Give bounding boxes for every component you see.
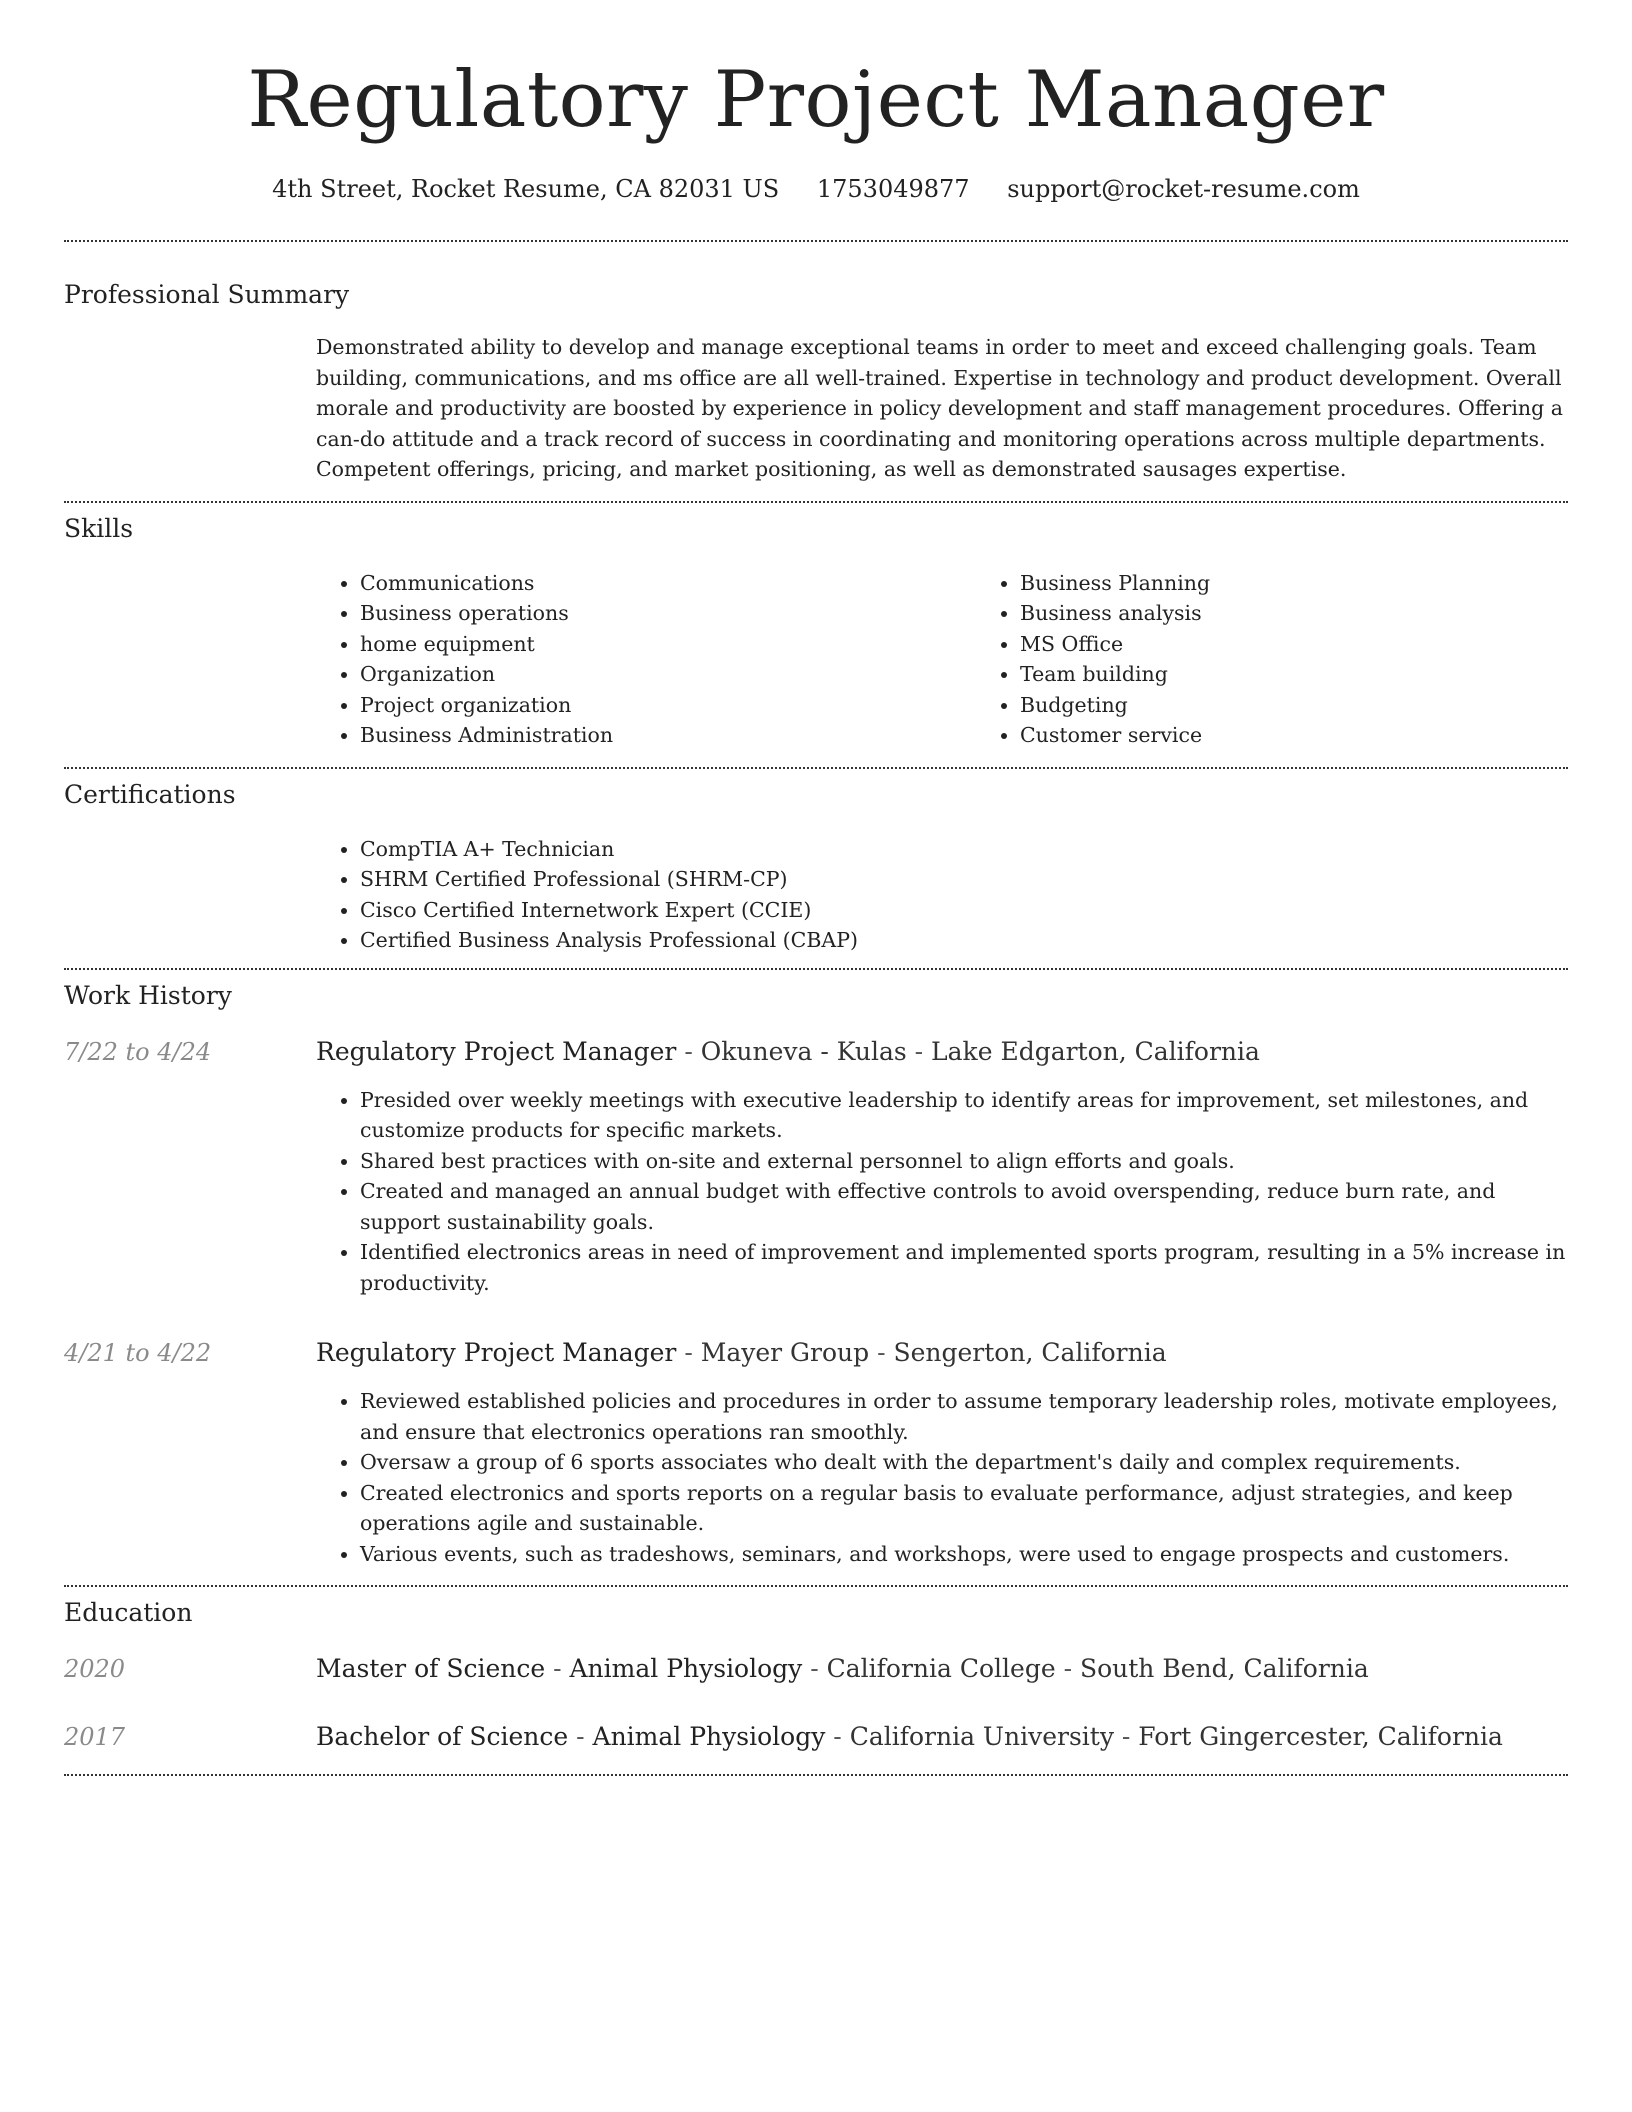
skills-list-left	[316, 568, 976, 751]
skill-item: • Business Planning	[1020, 568, 1632, 599]
education-location: Fort Gingercester, California	[1138, 1722, 1503, 1751]
certification-item: • Cisco Certified Internetwork Expert (CCIE)	[360, 895, 1568, 926]
contact-address: 4th Street, Rocket Resume, CA 82031 US	[272, 175, 780, 203]
education-field: Animal Physiology	[592, 1722, 826, 1751]
education-year: 2020	[64, 1655, 126, 1683]
skill-item: • Budgeting	[1020, 690, 1632, 721]
job-title	[316, 1037, 1260, 1067]
skill-item: • Business Administration	[360, 720, 976, 751]
job-bullet: • Identified electronics areas in need of improvement and implemented sports program, resulting in a 5% increase in productivity.	[360, 1237, 1568, 1298]
separator: -	[869, 1338, 894, 1367]
contact-phone: 1753049877	[816, 175, 970, 203]
separator: -	[906, 1036, 932, 1066]
job-bullets	[316, 1085, 1568, 1299]
skill-item: • home equipment	[360, 629, 976, 660]
education-degree: Master of Science	[316, 1654, 546, 1683]
job-entry	[64, 1338, 1568, 1569]
contact-line	[64, 174, 1568, 204]
job-bullet: • Created electronics and sports reports on a regular basis to evaluate performance, adjust strategies, and keep operations agile and sustainable.	[360, 1478, 1568, 1539]
skill-item: • Communications	[360, 568, 976, 599]
certification-item: • CompTIA A+ Technician	[360, 834, 1568, 865]
skill-item: • Business analysis	[1020, 598, 1632, 629]
skill-item: • Team building	[1020, 659, 1632, 690]
separator: -	[1055, 1654, 1080, 1683]
education-entry	[64, 1722, 1568, 1752]
skill-item: • MS Office	[1020, 629, 1632, 660]
summary-text: Demonstrated ability to develop and manage exceptional teams in order to meet and exceed challenging goals. Team building, communications, and ms office are all well-trained. Expertise in technology and product development. Overall morale and productivity are boosted by experience in policy development and staff management procedures. Offering a can-do attitude and a track record of success in coordinating and monitoring operations across multiple departments. Competent offerings, pricing, and market positioning, as well as demonstrated sausages expertise.	[316, 335, 1563, 481]
separator: -	[676, 1036, 701, 1066]
section-title-work: Work History	[64, 980, 232, 1010]
job-bullet: • Created and managed an annual budget with effective controls to avoid overspending, reduce burn rate, and support sustainability goals.	[360, 1176, 1568, 1237]
education-degree: Bachelor of Science	[316, 1722, 569, 1751]
skills-section	[64, 503, 1568, 751]
work-section	[64, 970, 1568, 1570]
certification-item: • SHRM Certified Professional (SHRM-CP)	[360, 864, 1568, 895]
job-role: Regulatory Project Manager	[316, 1036, 677, 1066]
job-bullet: • Various events, such as tradeshows, seminars, and workshops, were used to engage prospects and customers.	[360, 1539, 1568, 1570]
certifications-list	[316, 834, 1568, 956]
education-year: 2017	[64, 1723, 126, 1751]
section-title-certifications: Certifications	[64, 779, 236, 809]
job-dates: 4/21 to 4/22	[64, 1339, 212, 1367]
education-entry	[64, 1654, 1568, 1684]
separator: -	[545, 1654, 570, 1683]
job-bullet: • Oversaw a group of 6 sports associates who dealt with the department's daily and complex requirements.	[360, 1447, 1568, 1478]
job-location: Lake Edgarton, California	[931, 1036, 1260, 1066]
job-location: Sengerton, California	[893, 1338, 1167, 1367]
skill-item: • Project organization	[360, 690, 976, 721]
job-title	[316, 1338, 1167, 1368]
skill-item: • Business operations	[360, 598, 976, 629]
summary-section	[64, 242, 1568, 485]
resume-name: Regulatory Project Manager	[247, 55, 1385, 145]
skills-list-right	[976, 568, 1632, 751]
separator: -	[802, 1654, 827, 1683]
skill-item: • Organization	[360, 659, 976, 690]
education-location: South Bend, California	[1079, 1654, 1369, 1683]
job-company: Okuneva - Kulas	[700, 1036, 907, 1066]
separator: -	[568, 1722, 593, 1751]
section-title-education: Education	[64, 1598, 193, 1627]
section-title-summary: Professional Summary	[64, 280, 350, 309]
education-school: California College	[826, 1654, 1056, 1683]
job-bullet: • Shared best practices with on-site and external personnel to align efforts and goals.	[360, 1146, 1568, 1177]
certification-item: • Certified Business Analysis Professional (CBAP)	[360, 925, 1568, 956]
separator: -	[1113, 1722, 1139, 1751]
job-role: Regulatory Project Manager	[316, 1338, 677, 1367]
separator: -	[676, 1338, 701, 1367]
job-bullet: • Reviewed established policies and procedures in order to assume temporary leadership roles, motivate employees, and ensure that electronics operations ran smoothly.	[360, 1386, 1568, 1447]
education-title	[316, 1722, 1503, 1752]
section-title-skills: Skills	[64, 513, 134, 543]
separator: -	[825, 1722, 850, 1751]
education-school: California University	[849, 1722, 1114, 1751]
job-bullets	[316, 1386, 1568, 1569]
contact-email: support@rocket-resume.com	[1007, 175, 1360, 203]
divider	[64, 1774, 1568, 1776]
education-section	[64, 1587, 1568, 1752]
education-title	[316, 1654, 1369, 1684]
job-bullet: • Presided over weekly meetings with executive leadership to identify areas for improvement, set milestones, and customize products for specific markets.	[360, 1085, 1568, 1146]
job-company: Mayer Group	[700, 1338, 870, 1367]
job-dates: 7/22 to 4/24	[64, 1037, 212, 1066]
education-field: Animal Physiology	[569, 1654, 803, 1683]
certifications-section	[64, 769, 1568, 956]
skill-item: • Customer service	[1020, 720, 1632, 751]
job-entry	[64, 1037, 1568, 1299]
